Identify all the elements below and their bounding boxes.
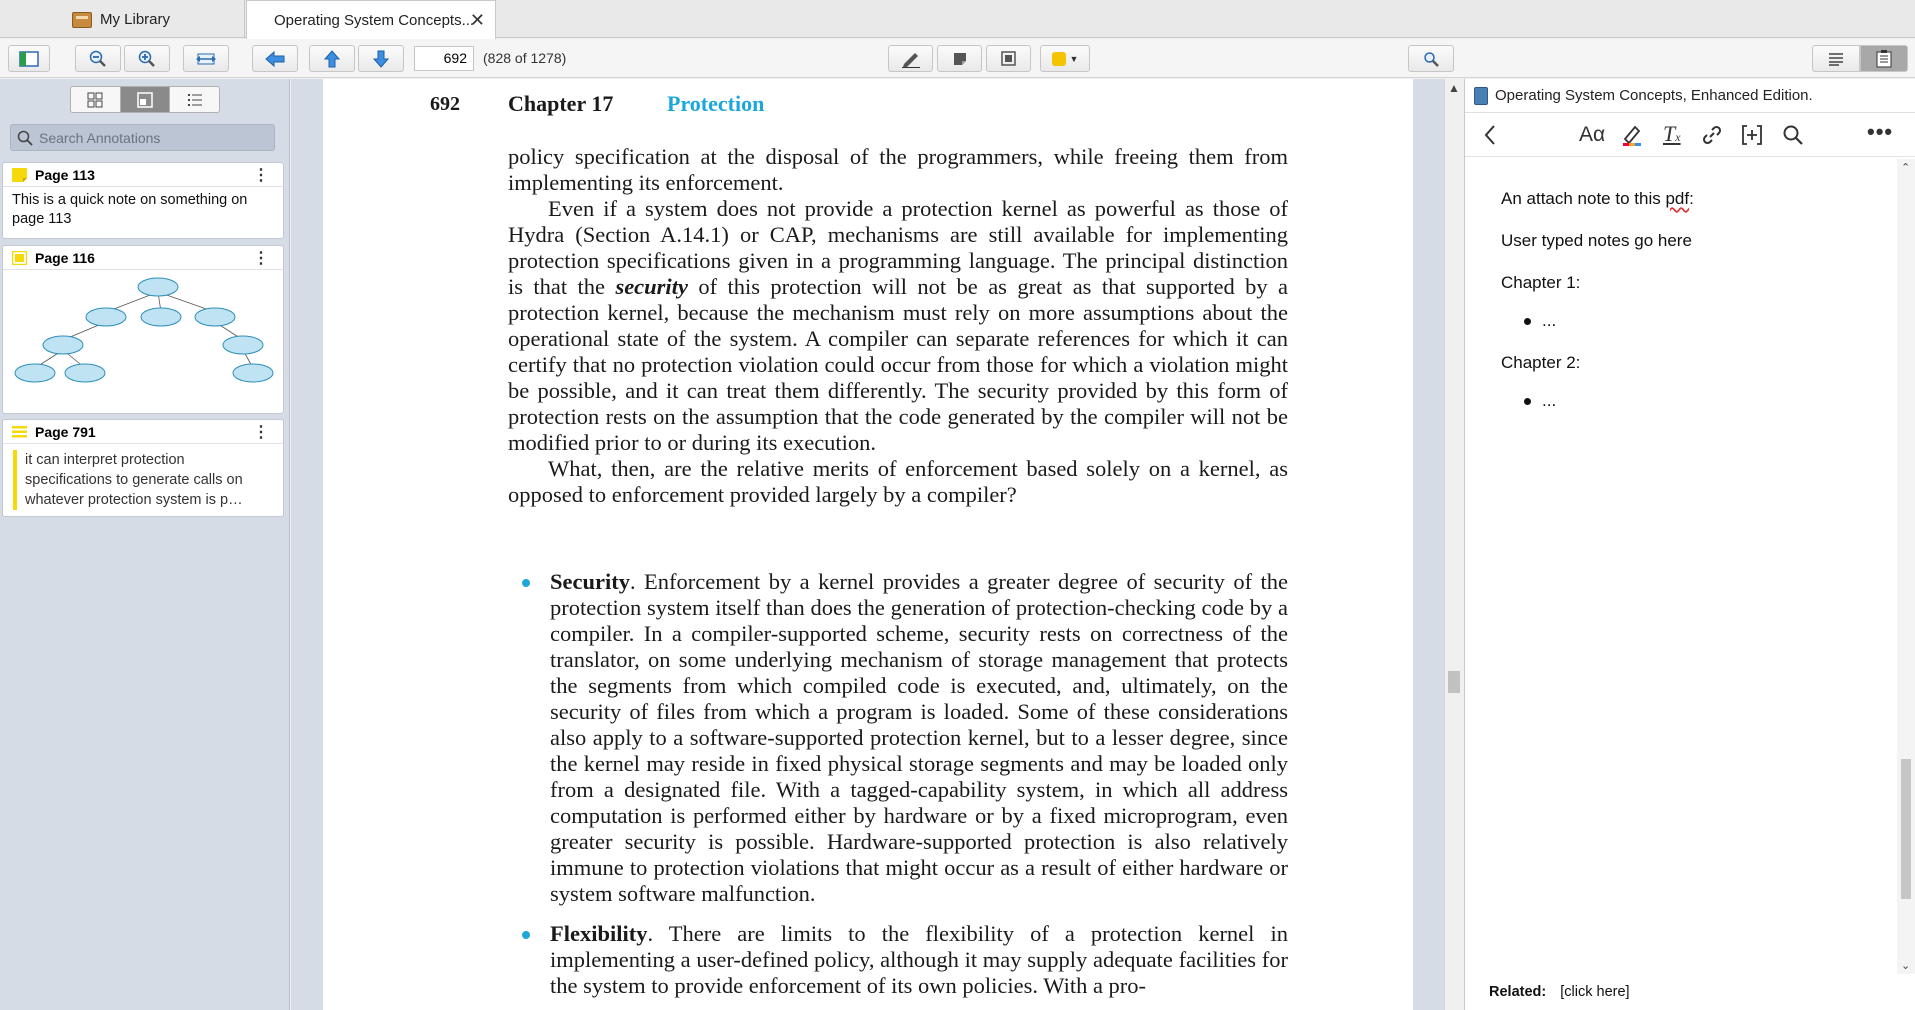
annotation-page: Page 113	[35, 166, 95, 183]
scroll-up-icon[interactable]: ▲	[1448, 81, 1460, 95]
close-icon[interactable]: ✕	[469, 10, 485, 30]
text-run: :	[1689, 189, 1694, 208]
search-icon	[17, 130, 33, 146]
text-run: of this protection will not be as great as that supported by a protection kernel, because the mechanism must rely on more assumptions about the operational state of the system. A compiler can separate references for which it can certify that no protection violation could occur from those for which a violation might be possible, and it can treat them differently. The security provided by this form of protection rests on the assumption that the code generated by the compiler will not be modified prior to or during its execution.	[508, 274, 1288, 455]
text-run: Even if a system does not provide a protection kernel as powerful as those of Hydra (Section A.14.1) or CAP, mechanisms are still available for implementing protection specifications given in a programming language. The principal distinction is that the	[508, 196, 1288, 299]
back-button[interactable]	[252, 45, 298, 72]
arrow-down-icon	[373, 50, 389, 68]
scroll-up-icon[interactable]: ⌃	[1901, 162, 1911, 174]
book-icon	[1474, 87, 1488, 105]
zoom-out-button[interactable]	[75, 45, 121, 72]
chapter-label: Chapter 17	[508, 91, 614, 116]
clear-format-icon[interactable]: Tx	[1663, 121, 1681, 146]
highlight-pen-icon[interactable]	[1621, 124, 1643, 146]
toolbar	[0, 39, 1915, 78]
area-select-icon	[1000, 50, 1018, 68]
color-swatch-icon	[1052, 52, 1066, 66]
page-number: 692	[430, 93, 460, 115]
page-count: (828 of 1278)	[483, 50, 567, 66]
bullet-text: . Enforcement by a kernel provides a greater degree of security of the protection system itself than does the generation of protection-checking code by a compiler. In a compiler-supported scheme, security rests on correctness of the translator, on some underlying mechanism of storage management that protects the segments from which compiled code is executed, and, ultimately, on the security of files from which a program is loaded. Some of these considerations also apply to a software-supported protection kernel, but to a lesser degree, since the kernel may reside in fixed physical storage segments and may be loaded only from a designated file. With a tagged-capability system, in which all address computation is performed either by hardware or by a fixed microprogram, even greater security is possible. Hardware-supported protection is also relatively immune to protection violations that might occur as a result of either hardware or system software malfunction.	[550, 569, 1288, 906]
fit-width-button[interactable]	[183, 45, 229, 72]
tab-label: My Library	[100, 10, 171, 28]
annotation-header	[3, 163, 283, 187]
annotation-card[interactable]	[2, 162, 284, 239]
search-annotations-input[interactable]: Search Annotations	[10, 124, 275, 151]
page-number-input[interactable]: 692	[414, 46, 474, 71]
more-options-icon[interactable]: ⋮	[253, 250, 269, 267]
pdf-page	[323, 79, 1413, 1010]
chapter-title: Protection	[667, 91, 765, 116]
next-page-button[interactable]	[358, 45, 404, 72]
annotation-page: Page 116	[35, 249, 95, 266]
note-list	[1501, 311, 1694, 331]
more-options-icon[interactable]: •••	[1867, 119, 1894, 144]
search-icon[interactable]	[1782, 124, 1804, 146]
note-line: User typed notes go here	[1501, 231, 1692, 250]
paragraph	[508, 196, 1288, 456]
paragraph: policy specification at the disposal of the programmers, while freeing them from implementing its enforcement.	[508, 144, 1288, 195]
zoom-in-icon	[138, 50, 156, 68]
more-options-icon[interactable]: ⋮	[253, 167, 269, 184]
lines-icon	[1828, 52, 1844, 66]
annotation-note: This is a quick note on something on page 113	[12, 192, 248, 227]
bullet-text: . There are limits to the flexibility of a protection kernel in implementing a user-defined policy, although it may supply adequate facilities for the system to provide enforcement of its own policies. With a pro-	[550, 921, 1288, 998]
misspelled-word: pdf	[1665, 189, 1690, 208]
fit-width-icon	[195, 52, 217, 66]
related-label: Related:	[1489, 984, 1547, 1000]
annotation-page: Page 791	[35, 423, 96, 440]
add-citation-icon[interactable]	[1741, 124, 1763, 146]
list-icon	[187, 93, 203, 107]
list-item: ...	[1501, 311, 1694, 331]
toggle-sidebar-button[interactable]	[8, 45, 50, 72]
process-tree-image	[3, 270, 283, 410]
scrollbar-thumb[interactable]	[1448, 671, 1460, 693]
annotation-icon	[137, 92, 153, 108]
arrow-up-icon	[324, 50, 340, 68]
draw-tool-button[interactable]	[888, 45, 933, 72]
thumbnails-view-button[interactable]	[71, 87, 121, 112]
chevron-left-icon[interactable]	[1483, 124, 1497, 146]
text-format-icon[interactable]: Aα	[1579, 123, 1606, 146]
bullet-title: Flexibility	[550, 921, 648, 946]
list-item: ...	[1501, 391, 1694, 411]
annotation-card[interactable]	[2, 419, 284, 517]
more-options-icon[interactable]: ⋮	[253, 424, 269, 441]
note-list	[1501, 391, 1694, 411]
highlight-annotation-icon	[12, 425, 27, 439]
notes-icon	[1876, 50, 1892, 68]
zoom-in-button[interactable]	[124, 45, 170, 72]
paragraph: What, then, are the relative merits of enforcement based solely on a kernel, as opposed to enforcement provided largely by a compiler?	[508, 456, 1288, 507]
viewer-scrollbar[interactable]	[1444, 79, 1463, 1010]
annotation-header	[3, 420, 283, 444]
notes-pane	[1464, 79, 1915, 1010]
search-icon	[1423, 51, 1439, 67]
note-tool-button[interactable]	[937, 45, 982, 72]
note-parent-title	[1465, 79, 1915, 113]
pdf-viewer[interactable]	[291, 79, 1463, 1010]
emphasis: security	[615, 274, 688, 299]
highlight-color-button[interactable]	[1040, 45, 1090, 72]
annotations-view-button[interactable]	[121, 87, 171, 112]
body-text	[508, 144, 1288, 508]
note-title: Operating System Concepts, Enhanced Edition.	[1495, 87, 1813, 104]
notes-scrollbar[interactable]	[1897, 159, 1915, 974]
tab-bar	[0, 0, 1915, 38]
annotation-quote: it can interpret protection specifications to generate calls on whatever protection system is p…	[13, 450, 275, 510]
library-icon	[72, 12, 92, 28]
scroll-down-icon[interactable]: ⌄	[1901, 960, 1911, 972]
note-heading: Chapter 1:	[1501, 273, 1581, 292]
note-annotation-icon	[12, 168, 27, 182]
tab-label: Operating System Concepts...	[274, 11, 475, 29]
note-line	[1501, 189, 1694, 209]
scrollbar-thumb[interactable]	[1901, 759, 1911, 899]
related-section	[1489, 984, 1630, 1000]
tab-document[interactable]	[246, 0, 496, 39]
annotation-header	[3, 246, 283, 270]
annotation-card[interactable]	[2, 245, 284, 414]
pencil-icon	[901, 50, 921, 68]
note-editor-toolbar	[1465, 113, 1915, 157]
bullet-title: Security	[550, 569, 630, 594]
zoom-out-icon	[89, 50, 107, 68]
note-heading: Chapter 2:	[1501, 353, 1581, 372]
toggle-notes-button[interactable]	[1860, 45, 1908, 72]
bullet-list	[508, 569, 1288, 1010]
annotations-sidebar	[0, 79, 290, 1010]
grid-icon	[87, 92, 103, 108]
bullet-item	[508, 921, 1288, 999]
sidebar-toggle-icon	[19, 51, 39, 67]
outline-view-button[interactable]	[170, 87, 219, 112]
previous-page-button[interactable]	[309, 45, 355, 72]
area-tool-button[interactable]	[986, 45, 1031, 72]
chevron-down-icon: ▼	[1069, 53, 1079, 64]
related-link[interactable]: [click here]	[1560, 984, 1630, 1000]
sidebar-view-toggle	[70, 86, 220, 113]
note-editor[interactable]	[1501, 189, 1694, 433]
toggle-outline-button[interactable]	[1812, 45, 1860, 72]
tab-my-library[interactable]	[0, 0, 245, 38]
bullet-item	[508, 569, 1288, 907]
text-run: An attach note to this	[1501, 189, 1666, 208]
find-button[interactable]	[1408, 45, 1454, 72]
sticky-note-icon	[952, 51, 968, 67]
link-icon[interactable]	[1701, 124, 1723, 146]
arrow-left-icon	[265, 51, 285, 67]
image-annotation-icon	[12, 251, 27, 265]
